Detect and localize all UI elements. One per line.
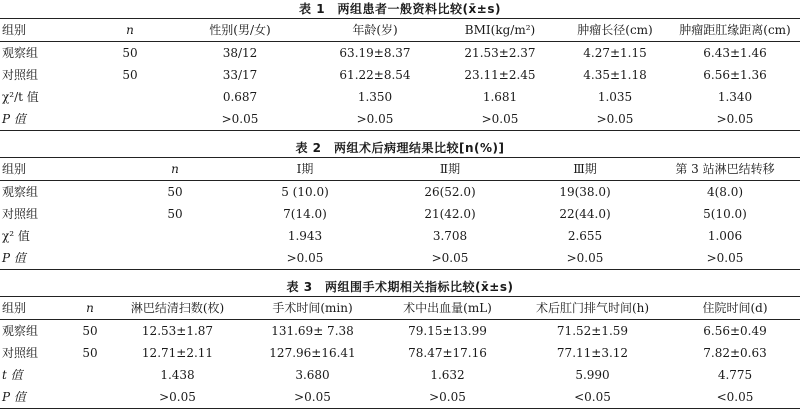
table3-section [0,278,800,409]
table3-header: 组别 [0,297,70,320]
table-cell: >0.05 [230,247,380,270]
table3-header: 住院时间(d) [670,297,800,320]
table-cell: 63.19±8.37 [339,46,411,60]
table-cell: P 值 [0,108,90,131]
table-cell: 4.27±1.15 [583,46,647,60]
table-cell: 50 [167,207,183,221]
table-cell: <0.05 [670,386,800,409]
table-cell: χ²/t 值 [2,90,39,104]
table-cell: 22(44.0) [559,207,611,221]
table2-header: Ⅲ期 [520,158,650,181]
table-cell: >0.05 [110,386,245,409]
table-cell: >0.05 [440,108,560,131]
table-cell: 4.35±1.18 [583,68,647,82]
table2 [0,157,800,270]
table-row [0,320,800,343]
table-row [0,86,800,108]
table-row [0,364,800,386]
table-row [0,203,800,225]
table-cell: 1.340 [717,90,753,104]
table3-header: n [70,297,110,320]
table-cell: >0.05 [310,108,440,131]
table-cell: χ² 值 [2,229,30,243]
table-cell: 77.11±3.12 [556,346,629,360]
table-cell: 4.775 [717,368,753,382]
table2-title: 表 2 两组术后病理结果比较[n(%)] [295,141,505,155]
table-cell: <0.05 [515,386,670,409]
table3-header: 手术时间(min) [245,297,380,320]
table-cell: 6.56±1.36 [703,68,767,82]
table-cell: 21.53±2.37 [464,46,536,60]
table-cell: 1.632 [430,368,465,382]
table-cell: 1.006 [707,229,743,243]
table-cell: 50 [82,324,98,338]
table2-header: n [120,158,230,181]
table-cell [120,247,230,270]
table-cell: 38/12 [222,46,258,60]
table-cell: 6.56±0.49 [703,324,767,338]
table-row [0,108,800,131]
table-cell: P 值 [0,247,120,270]
table-cell: 观察组 [2,324,39,338]
table-cell: 3.680 [295,368,330,382]
table-cell: 127.96±16.41 [269,346,356,360]
table2-header-row [0,158,800,181]
table-cell: >0.05 [520,247,650,270]
table1-section [0,0,800,131]
table-cell: 50 [82,346,98,360]
table-row [0,42,800,65]
table-cell: 21(42.0) [424,207,476,221]
table-cell: 50 [122,46,138,60]
table-cell: 2.655 [567,229,603,243]
table-cell: 131.69± 7.38 [271,324,354,338]
table-cell: >0.05 [670,108,800,131]
table-cell: 1.035 [597,90,633,104]
table1-header: 肿瘤距肛缘距离(cm) [670,19,800,42]
table-cell: 对照组 [2,68,39,82]
table-cell: 5 (10.0) [281,185,329,199]
table-cell: >0.05 [650,247,800,270]
table1-header: 性别(男/女) [170,19,310,42]
table-cell: 23.11±2.45 [464,68,536,82]
table1-header-row [0,19,800,42]
table3-title: 表 3 两组围手术期相关指标比较(x̄±s) [286,280,514,294]
table-cell: P 值 [0,386,70,409]
table-cell: 79.15±13.99 [408,324,487,338]
table1 [0,18,800,131]
table-cell: 对照组 [2,346,39,360]
table-row [0,342,800,364]
table2-header: Ⅰ期 [230,158,380,181]
table-cell: 4(8.0) [706,185,744,199]
table-cell: 61.22±8.54 [339,68,411,82]
table1-header: 组别 [0,19,90,42]
table3-header: 术后肛门排气时间(h) [515,297,670,320]
table-row [0,181,800,204]
table-cell: 7(14.0) [283,207,327,221]
table1-header: 肿瘤长径(cm) [560,19,670,42]
table-cell: 33/17 [222,68,258,82]
table-cell: 对照组 [2,207,39,221]
table-cell: 1.438 [160,368,195,382]
table-cell: 78.47±17.16 [408,346,487,360]
table-cell: 50 [167,185,183,199]
table-cell: 1.350 [357,90,393,104]
table3-header-row [0,297,800,320]
table-cell [90,108,170,131]
table-cell: 0.687 [222,90,258,104]
table1-header: BMI(kg/m²) [440,19,560,42]
table-cell: 50 [122,68,138,82]
table-cell: 观察组 [2,185,39,199]
table-cell: 6.43±1.46 [703,46,767,60]
table-cell: >0.05 [170,108,310,131]
table-cell [90,86,170,108]
table-cell: 12.53±1.87 [141,324,214,338]
table-cell: 1.943 [287,229,323,243]
table-cell: 7.82±0.63 [703,346,767,360]
table-cell: 12.71±2.11 [141,346,214,360]
table-cell [120,225,230,247]
table2-header: 组别 [0,158,120,181]
table3 [0,296,800,409]
table-cell: 5.990 [575,368,610,382]
table2-header: 第 3 站淋巴结转移 [650,158,800,181]
table-row [0,386,800,409]
table-cell [70,364,110,386]
table-cell [70,386,110,409]
table2-section [0,139,800,270]
table-row [0,247,800,270]
table1-header: 年龄(岁) [310,19,440,42]
table-cell: 5(10.0) [703,207,747,221]
table3-header: 淋巴结清扫数(枚) [110,297,245,320]
table-cell: 1.681 [482,90,518,104]
table-cell: >0.05 [560,108,670,131]
table-row [0,225,800,247]
table-cell: >0.05 [245,386,380,409]
table-cell: 观察组 [2,46,39,60]
table2-header: Ⅱ期 [380,158,520,181]
table-cell: 71.52±1.59 [556,324,629,338]
table-cell: 3.708 [432,229,468,243]
table-cell: 19(38.0) [559,185,611,199]
table3-header: 术中出血量(mL) [380,297,515,320]
table-cell: >0.05 [380,386,515,409]
table1-title: 表 1 两组患者一般资料比较(x̄±s) [299,2,501,16]
table1-header: n [90,19,170,42]
table-cell: >0.05 [380,247,520,270]
table-cell: 26(52.0) [424,185,476,199]
table-cell: t 值 [2,368,23,382]
table-row [0,64,800,86]
